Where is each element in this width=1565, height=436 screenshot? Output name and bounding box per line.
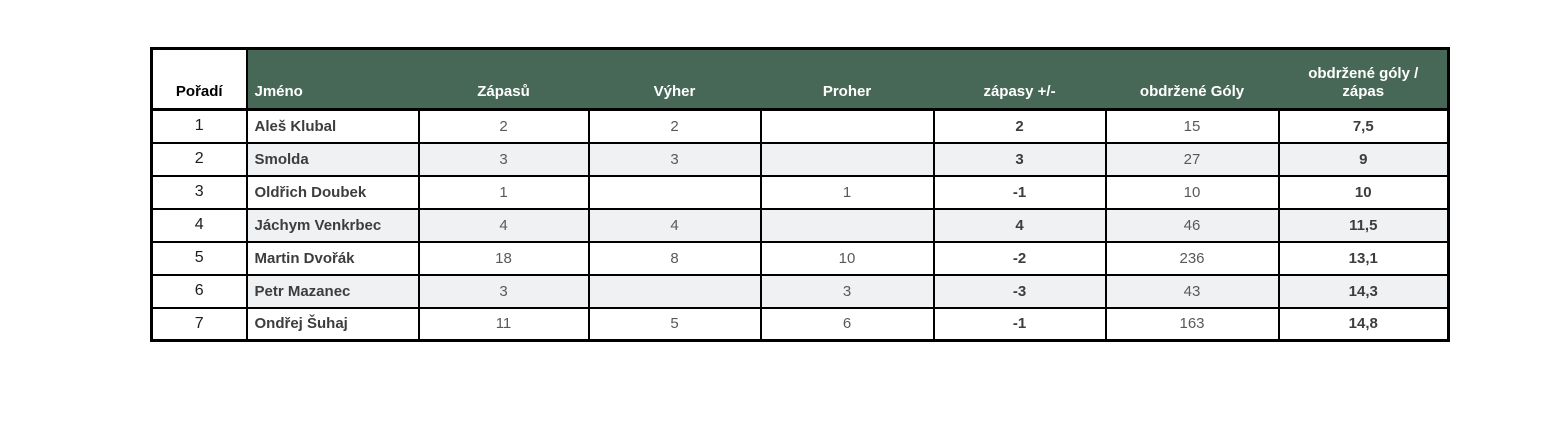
cell-poradi: 1 — [152, 110, 247, 143]
cell-obdrzene-goly-na-zapas: 14,8 — [1279, 308, 1449, 341]
cell-vyher — [589, 176, 761, 209]
cell-obdrzene-goly-na-zapas: 10 — [1279, 176, 1449, 209]
cell-jmeno: Oldřich Doubek — [247, 176, 419, 209]
cell-zapasy-plus-minus: -2 — [934, 242, 1106, 275]
cell-obdrzene-goly-na-zapas: 11,5 — [1279, 209, 1449, 242]
cell-poradi: 6 — [152, 275, 247, 308]
table-row — [152, 209, 1449, 242]
column-header-proher: Proher — [761, 49, 934, 110]
cell-zapasu: 2 — [419, 110, 589, 143]
cell-jmeno: Ondřej Šuhaj — [247, 308, 419, 341]
cell-proher: 6 — [761, 308, 934, 341]
cell-obdrzene-goly-na-zapas: 9 — [1279, 143, 1449, 176]
cell-zapasu: 18 — [419, 242, 589, 275]
header-row — [152, 49, 1449, 110]
cell-zapasy-plus-minus: -1 — [934, 308, 1106, 341]
cell-obdrzene-goly: 10 — [1106, 176, 1279, 209]
cell-zapasy-plus-minus: -1 — [934, 176, 1106, 209]
table-row — [152, 176, 1449, 209]
column-header-jmeno: Jméno — [247, 49, 419, 110]
cell-obdrzene-goly-na-zapas: 7,5 — [1279, 110, 1449, 143]
cell-obdrzene-goly-na-zapas: 14,3 — [1279, 275, 1449, 308]
cell-jmeno: Smolda — [247, 143, 419, 176]
cell-zapasy-plus-minus: -3 — [934, 275, 1106, 308]
table-row — [152, 308, 1449, 341]
table-row — [152, 275, 1449, 308]
cell-proher — [761, 110, 934, 143]
cell-poradi: 5 — [152, 242, 247, 275]
cell-obdrzene-goly-na-zapas: 13,1 — [1279, 242, 1449, 275]
cell-jmeno: Jáchym Venkrbec — [247, 209, 419, 242]
cell-poradi: 7 — [152, 308, 247, 341]
cell-obdrzene-goly: 27 — [1106, 143, 1279, 176]
column-header-zapasy-plus-minus: zápasy +/- — [934, 49, 1106, 110]
cell-poradi: 3 — [152, 176, 247, 209]
cell-proher — [761, 143, 934, 176]
cell-zapasu: 1 — [419, 176, 589, 209]
column-header-obdrzene-goly: obdržené Góly — [1106, 49, 1279, 110]
cell-jmeno: Petr Mazanec — [247, 275, 419, 308]
column-header-zapasu: Zápasů — [419, 49, 589, 110]
column-header-obdrzene-goly-na-zapas: obdržené góly / zápas — [1279, 49, 1449, 110]
table-row — [152, 143, 1449, 176]
cell-obdrzene-goly: 46 — [1106, 209, 1279, 242]
cell-zapasy-plus-minus: 3 — [934, 143, 1106, 176]
cell-vyher: 2 — [589, 110, 761, 143]
column-header-vyher: Výher — [589, 49, 761, 110]
table-row — [152, 110, 1449, 143]
cell-zapasu: 11 — [419, 308, 589, 341]
cell-obdrzene-goly: 43 — [1106, 275, 1279, 308]
cell-zapasu: 3 — [419, 143, 589, 176]
cell-zapasu: 3 — [419, 275, 589, 308]
table-row — [152, 242, 1449, 275]
cell-zapasy-plus-minus: 2 — [934, 110, 1106, 143]
cell-poradi: 2 — [152, 143, 247, 176]
column-header-poradi: Pořadí — [152, 49, 247, 110]
table-header — [152, 49, 1449, 110]
cell-jmeno: Martin Dvořák — [247, 242, 419, 275]
cell-vyher: 3 — [589, 143, 761, 176]
cell-vyher: 4 — [589, 209, 761, 242]
cell-vyher: 5 — [589, 308, 761, 341]
cell-zapasu: 4 — [419, 209, 589, 242]
cell-proher — [761, 209, 934, 242]
cell-obdrzene-goly: 163 — [1106, 308, 1279, 341]
cell-proher: 3 — [761, 275, 934, 308]
table-body — [152, 110, 1449, 341]
cell-proher: 1 — [761, 176, 934, 209]
cell-jmeno: Aleš Klubal — [247, 110, 419, 143]
cell-obdrzene-goly: 236 — [1106, 242, 1279, 275]
cell-obdrzene-goly: 15 — [1106, 110, 1279, 143]
cell-poradi: 4 — [152, 209, 247, 242]
cell-vyher — [589, 275, 761, 308]
cell-vyher: 8 — [589, 242, 761, 275]
standings-table — [150, 47, 1450, 342]
cell-zapasy-plus-minus: 4 — [934, 209, 1106, 242]
cell-proher: 10 — [761, 242, 934, 275]
